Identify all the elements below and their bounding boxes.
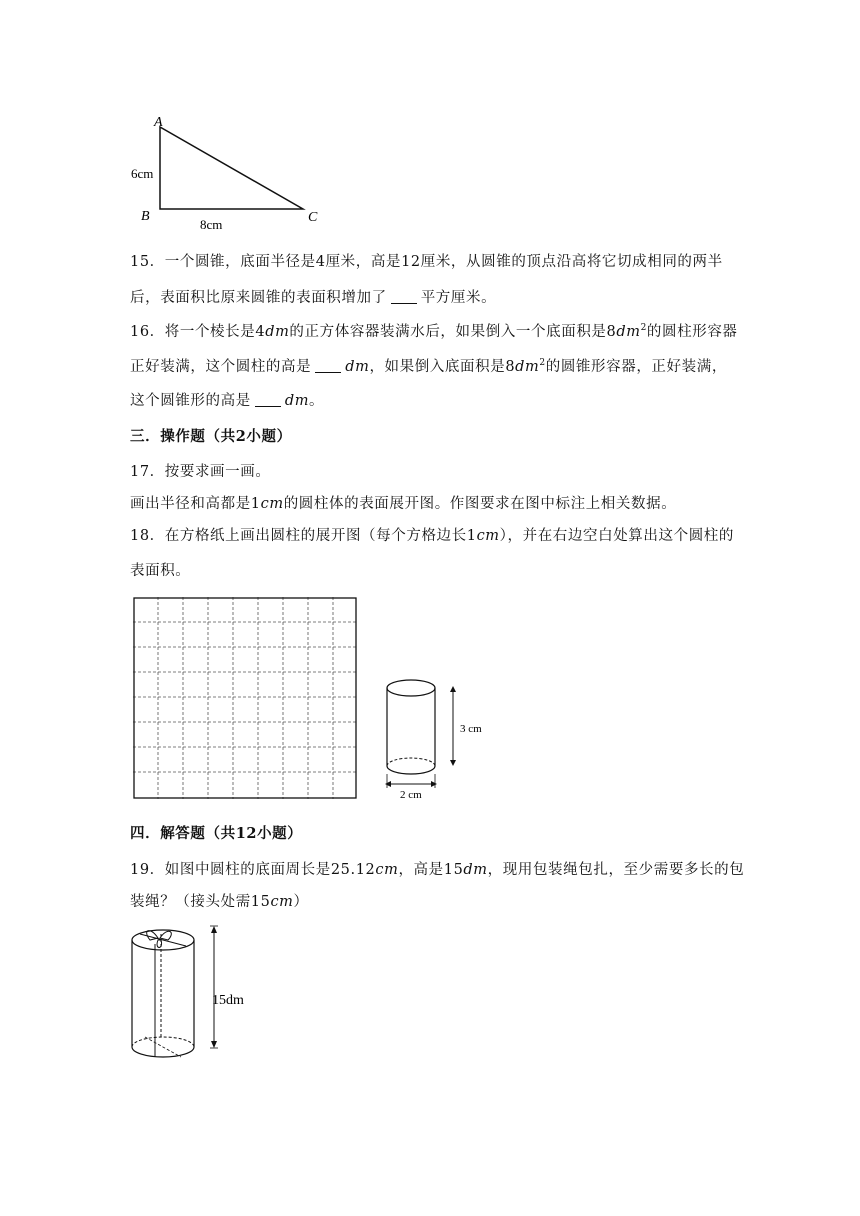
q15-line2: 后，表面积比原来圆锥的表面积增加了 平方厘米。 — [130, 290, 497, 306]
grid-paper — [133, 597, 359, 801]
q17-line1: 17．按要求画一画。 — [130, 464, 271, 480]
section3-title: 三．操作题（共2小题） — [130, 428, 292, 445]
q16-line3: 这个圆锥形的高是 dm。 — [130, 393, 325, 409]
package-height-label: 15dm — [212, 993, 244, 1008]
vertex-b-label: B — [141, 209, 150, 224]
package-cylinder-figure — [128, 922, 268, 1072]
cylinder-figure — [380, 672, 500, 802]
q16-line1: 16．将一个棱长是4dm的正方体容器装满水后，如果倒入一个底面积是$8dm^2$的圆柱形容器 — [130, 323, 738, 340]
q15-answer-blank[interactable] — [391, 289, 417, 304]
cylinder-diameter-label: 2 cm — [400, 789, 422, 801]
triangle-figure — [120, 110, 340, 230]
side-ab-label: 6cm — [131, 166, 154, 181]
section4-title: 四．解答题（共12小题） — [130, 825, 303, 842]
q18-line2: 表面积。 — [130, 563, 191, 579]
q19-line2: 装绳？（接头处需15cm） — [130, 894, 309, 910]
vertex-a-label: A — [154, 115, 163, 130]
vertex-c-label: C — [308, 210, 318, 225]
cylinder-height-label: 3 cm — [460, 723, 482, 735]
q19-line1: 19．如图中圆柱的底面周长是25.12cm，高是15dm，现用包装绳包扎，至少需要多长的包 — [130, 862, 745, 878]
q16-cone-height-blank[interactable] — [255, 392, 281, 407]
q15-line1: 15．一个圆锥，底面半径是4厘米，高是12厘米，从圆锥的顶点沿高将它切成相同的两半 — [130, 254, 723, 270]
q18-line1: 18．在方格纸上画出圆柱的展开图（每个方格边长1cm），并在右边空白处算出这个圆柱的 — [130, 528, 735, 544]
q17-line2: 画出半径和高都是1cm的圆柱体的表面展开图。作图要求在图中标注上相关数据。 — [130, 496, 677, 512]
q16-cylinder-height-blank[interactable] — [315, 358, 341, 373]
q16-line2: 正好装满，这个圆柱的高是 dm，如果倒入底面积是$8dm^2$的圆锥形容器，正好装满， — [130, 358, 727, 375]
side-bc-label: 8cm — [200, 217, 223, 230]
